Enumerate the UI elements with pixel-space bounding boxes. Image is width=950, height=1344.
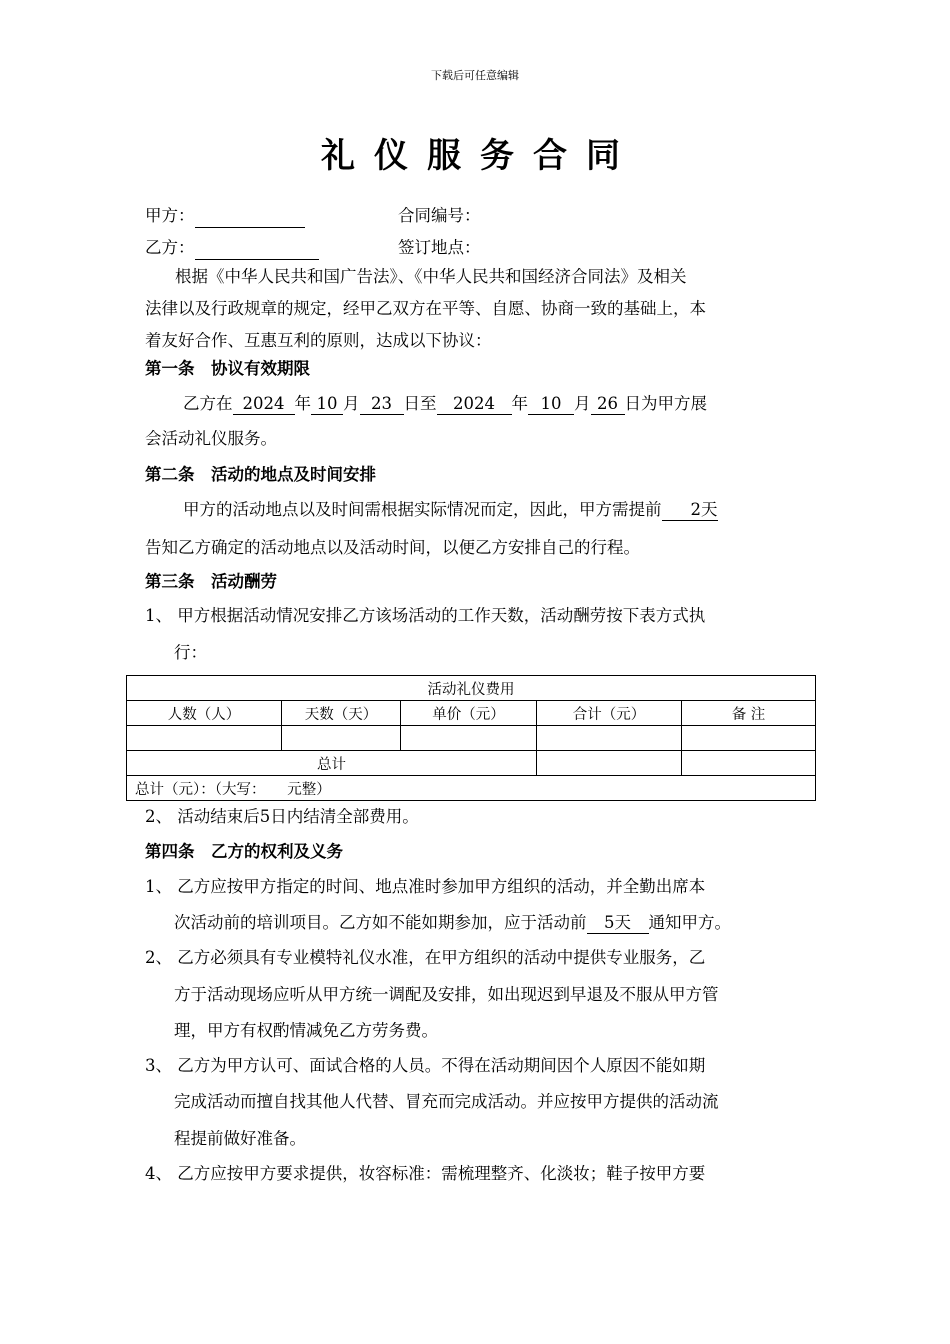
article1-heading: 第一条 协议有效期限 bbox=[145, 359, 310, 378]
article3-heading: 第三条 活动酬劳 bbox=[145, 572, 277, 591]
end-day: 26 bbox=[591, 394, 625, 415]
article2-text: 甲方的活动地点以及时间需根据实际情况而定，因此，甲方需提前 bbox=[183, 500, 662, 519]
article4-item1-line2 bbox=[174, 911, 810, 935]
article1-line-2: 会活动礼仪服务。 bbox=[145, 429, 277, 448]
cell-unit-price bbox=[401, 726, 537, 751]
article4-text: 次活动前的培训项目。乙方如不能如期参加，应于活动前 bbox=[174, 913, 587, 932]
article2-line-1 bbox=[183, 498, 810, 522]
party-b-label: 乙方： bbox=[145, 238, 195, 257]
cell-remarks bbox=[682, 726, 816, 751]
preamble-line-1: 根据《中华人民共和国广告法》、《中华人民共和国经济合同法》及相关 bbox=[175, 267, 687, 286]
article4-item1-line1: 1、 乙方应按甲方指定的时间、地点准时参加甲方组织的活动，并全勤出席本 bbox=[145, 877, 706, 896]
preamble-line-2: 法律以及行政规章的规定，经甲乙双方在平等、自愿、协商一致的基础上，本 bbox=[145, 299, 706, 318]
advance-days: 2天 bbox=[662, 500, 718, 521]
cell-people bbox=[127, 726, 282, 751]
party-b-blank bbox=[195, 241, 319, 260]
article2-heading: 第二条 活动的地点及时间安排 bbox=[145, 465, 376, 484]
header-people: 人数（人） bbox=[127, 701, 282, 726]
total-amount bbox=[537, 751, 682, 776]
article1-text: 日至 bbox=[403, 394, 437, 413]
start-month: 10 bbox=[311, 394, 343, 415]
sign-place-label: 签订地点： bbox=[398, 238, 481, 257]
article4-heading: 第四条 乙方的权利及义务 bbox=[145, 842, 343, 861]
fee-table-title: 活动礼仪费用 bbox=[127, 676, 816, 701]
article4-item2-line1: 2、 乙方必须具有专业模特礼仪水准，在甲方组织的活动中提供专业服务，乙 bbox=[145, 948, 706, 967]
article1-text: 月 bbox=[343, 394, 360, 413]
fee-table-words-row bbox=[127, 776, 816, 801]
article4-item2-line3: 理，甲方有权酌情减免乙方劳务费。 bbox=[174, 1021, 438, 1040]
article3-item1-line1: 1、 甲方根据活动情况安排乙方该场活动的工作天数，活动酬劳按下表方式执 bbox=[145, 606, 706, 625]
article4-text: 通知甲方。 bbox=[648, 913, 731, 932]
header-unit-price: 单价（元） bbox=[401, 701, 537, 726]
article4-item4-line1: 4、 乙方应按甲方要求提供，妆容标准：需梳理整齐、化淡妆；鞋子按甲方要 bbox=[145, 1164, 706, 1183]
header-remarks: 备 注 bbox=[682, 701, 816, 726]
article1-text: 乙方在 bbox=[183, 394, 233, 413]
party-a-label: 甲方： bbox=[145, 206, 195, 225]
document-title: 礼仪服务合同 bbox=[321, 136, 639, 176]
fee-table-data-row bbox=[127, 726, 816, 751]
header-note: 下载后可任意编辑 bbox=[431, 69, 519, 82]
sign-place-line bbox=[398, 236, 698, 260]
contract-no-line bbox=[398, 204, 698, 228]
article1-line-1 bbox=[183, 392, 810, 416]
header-days: 天数（天） bbox=[282, 701, 401, 726]
article3-item2: 2、 活动结束后5日内结清全部费用。 bbox=[145, 807, 419, 826]
article4-item2-line2: 方于活动现场应听从甲方统一调配及安排，如出现迟到早退及不服从甲方管 bbox=[174, 985, 719, 1004]
preamble-line-3: 着友好合作、互惠互利的原则，达成以下协议： bbox=[145, 331, 492, 350]
article1-text: 年 bbox=[511, 394, 528, 413]
start-day: 23 bbox=[360, 394, 404, 415]
article1-text: 年 bbox=[294, 394, 311, 413]
fee-table-header-row bbox=[127, 701, 816, 726]
cell-days bbox=[282, 726, 401, 751]
fee-table-total-row bbox=[127, 751, 816, 776]
start-year: 2024 bbox=[233, 394, 295, 415]
total-remarks bbox=[682, 751, 816, 776]
fee-table bbox=[126, 675, 816, 801]
article1-text: 日为甲方展 bbox=[624, 394, 707, 413]
header-subtotal: 合计（元） bbox=[537, 701, 682, 726]
article4-item3-line2: 完成活动而擅自找其他人代替、冒充而完成活动。并应按甲方提供的活动流 bbox=[174, 1092, 719, 1111]
end-month: 10 bbox=[528, 394, 574, 415]
article4-item3-line1: 3、 乙方为甲方认可、面试合格的人员。不得在活动期间因个人原因不能如期 bbox=[145, 1056, 706, 1075]
total-label: 总计 bbox=[127, 751, 537, 776]
article3-item1-line2: 行： bbox=[174, 643, 207, 662]
fee-table-title-row bbox=[127, 676, 816, 701]
notice-days: 5天 bbox=[587, 913, 649, 934]
cell-subtotal bbox=[537, 726, 682, 751]
contract-no-label: 合同编号： bbox=[398, 206, 481, 225]
article2-line-2: 告知乙方确定的活动地点以及活动时间，以便乙方安排自己的行程。 bbox=[145, 538, 640, 557]
article4-item3-line3: 程提前做好准备。 bbox=[174, 1129, 306, 1148]
party-a-blank bbox=[195, 209, 305, 228]
total-in-words: 总计（元）：（大写： 元整） bbox=[127, 776, 816, 801]
article1-text: 月 bbox=[574, 394, 591, 413]
end-year: 2024 bbox=[437, 394, 512, 415]
